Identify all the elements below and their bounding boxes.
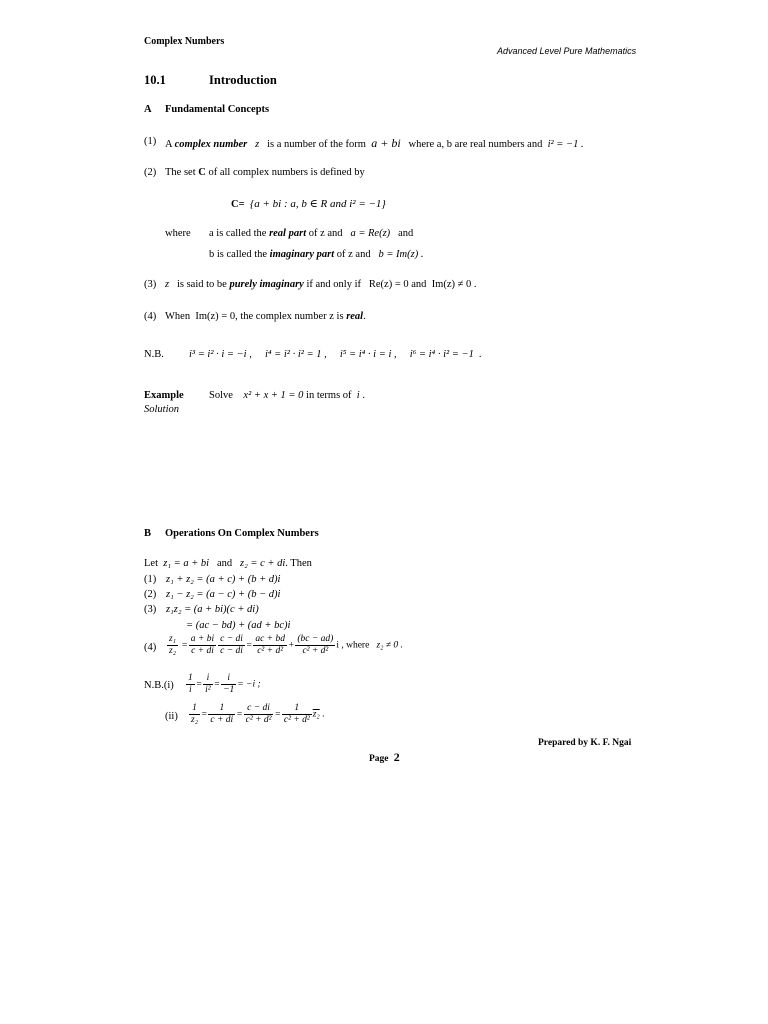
- nb-i-eq: $\frac{1}{i}$ = $\frac{i}{\text{i²}}$ = $\frac{i}{-1}$ = −i ;: [188, 673, 261, 695]
- op-1-number: (1): [144, 574, 157, 585]
- where-label: where: [165, 228, 191, 239]
- nb-i-label: N.B.(i): [144, 680, 174, 691]
- op-2-number: (2): [144, 589, 157, 600]
- nb-ii-eq: $\frac{1}{\text{z₂}}$ = $\frac{1}{c + di}$ = $\frac{c - di}{\text{c² + d²}}$ = $\frac{1}{\text{c² + d²}}$ z₂ .: [191, 703, 325, 725]
- item-2-number: (2): [144, 167, 157, 178]
- set-definition: C= {a + bi : a, b ∈ R and i² = −1}: [231, 198, 386, 210]
- item-1-text: A complex number z is a number of the form a + bi where a, b are real numbers and i² = −1 .: [165, 136, 584, 150]
- op-3-eq-expanded: = (ac − bd) + (ad + bc)i: [186, 620, 291, 631]
- op-4-eq: $\frac{\text{z₁}}{\text{z₂}}$ = $\frac{a + bi}{c + di}$ $\frac{c - di}{c - di}$ = $\frac{ac + bd}{\text{c² + d²}}$ + $\frac{(bc - ad)}{\text{c² + d²}}$ i , where z₂ ≠ 0 .: [169, 634, 403, 656]
- part-b-heading: Operations On Complex Numbers: [165, 528, 319, 539]
- example-text: Solve x² + x + 1 = 0 in terms of i .: [209, 390, 365, 401]
- page-number: Page 2: [369, 750, 400, 764]
- section-title: Introduction: [209, 73, 277, 87]
- imaginary-part-line: b is called the imaginary part of z and b = Im(z) .: [209, 249, 424, 260]
- item-3-number: (3): [144, 279, 157, 290]
- nb-ii-label: (ii): [165, 711, 178, 722]
- section-number: 10.1: [144, 73, 166, 87]
- op-1-eq: z₁ + z₂ = (a + c) + (b + d)i: [166, 574, 281, 585]
- let-line: Let z₁ = a + bi and z₂ = c + di. Then: [144, 558, 312, 569]
- part-b-letter: B: [144, 528, 152, 539]
- op-2-eq: z₁ − z₂ = (a − c) + (b − d)i: [166, 589, 281, 600]
- solution-label: Solution: [144, 404, 180, 415]
- op-3-eq: z₁z₂ = (a + bi)(c + di): [166, 604, 259, 615]
- op-4-number: (4): [144, 642, 157, 653]
- op-3-number: (3): [144, 604, 157, 615]
- item-1-number: (1): [144, 136, 157, 147]
- prepared-by: Prepared by K. F. Ngai: [538, 738, 632, 748]
- powers-of-i: i³ = i² · i = −i , i⁴ = i² · i² = 1 , i⁵ = i⁴ · i = i , i⁶ = i⁴ · i² = −1 .: [189, 349, 482, 360]
- item-3-text: z is said to be purely imaginary if and only if Re(z) = 0 and Im(z) ≠ 0 .: [165, 279, 477, 290]
- item-4-text: When Im(z) = 0, the complex number z is real.: [165, 311, 366, 322]
- part-a-heading: Fundamental Concepts: [165, 104, 270, 115]
- item-2-text: The set C of all complex numbers is defined by: [165, 167, 365, 178]
- example-label: Example: [144, 390, 184, 401]
- header-title: Complex Numbers: [144, 36, 225, 47]
- part-a-letter: A: [144, 104, 152, 115]
- header-subtitle: Advanced Level Pure Mathematics: [497, 46, 637, 56]
- item-4-number: (4): [144, 311, 157, 322]
- nb-label: N.B.: [144, 349, 164, 360]
- real-part-line: a is called the real part of z and a = Re(z) and: [209, 228, 414, 239]
